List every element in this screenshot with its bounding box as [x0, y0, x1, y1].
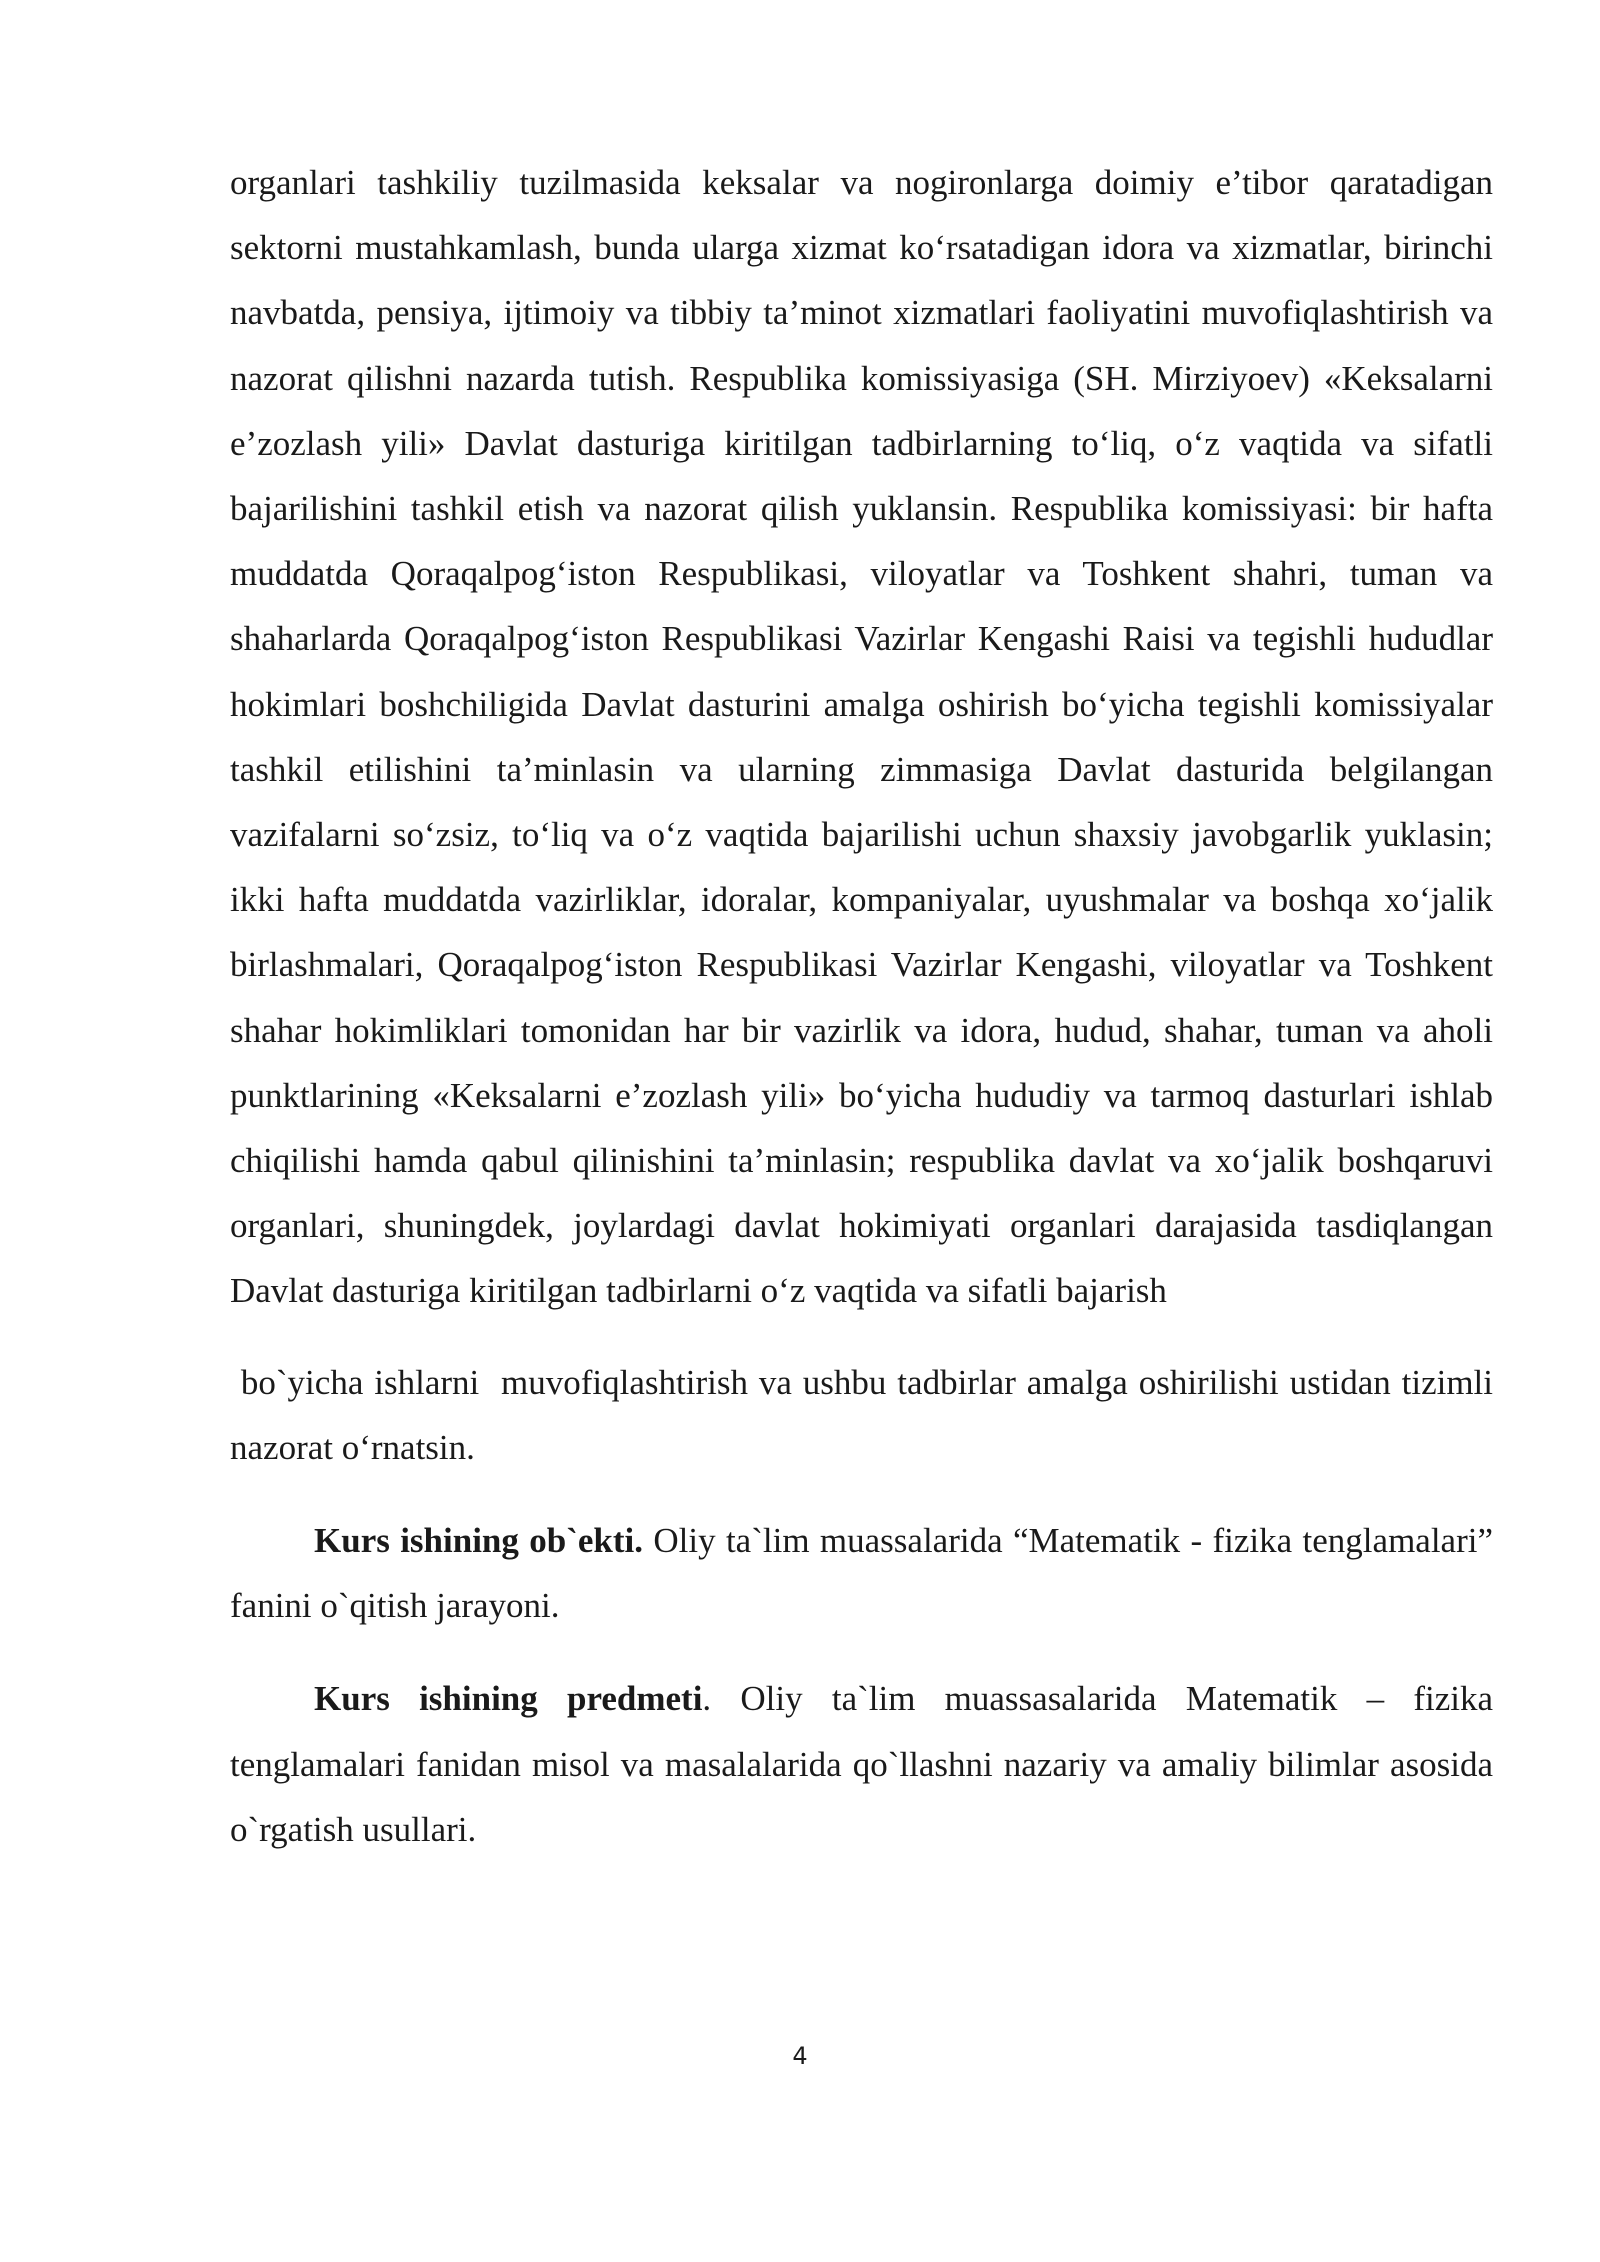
course-object-paragraph: [230, 1508, 1502, 1638]
course-subject-paragraph: [230, 1666, 1502, 1862]
course-subject-text: . Oliy ta`lim muassasalarida Matematik – fizika tenglamalari fanidan misol va masalalarida qo`llashni nazariy va amaliy bilimlar asosida o`rgatish usullari.: [230, 1679, 1502, 1849]
document-page: [230, 150, 1502, 1862]
body-paragraph: organlari tashkiliy tuzilmasida keksalar va nogironlarga doimiy e’tibor qaratadigan sektorni mustahkamlash, bunda ularga xizmat ko‘rsatadigan idora va xizmatlar, birinchi navbatda, pensiya, ijtimoiy va tibbiy ta’minot xizmatlari faoliyatini muvofiqlashtirish va nazorat qilishni nazarda tutish. Respublika komissiyasiga (SH. Mirziyoev) «Keksalarni e’zozlash yili» Davlat dasturiga kiritilgan tadbirlarning to‘liq, o‘z vaqtida va sifatli bajarilishini tashkil etish va nazorat qilish yuklansin. Respublika komissiyasi: bir hafta muddatda Qoraqalpog‘iston Respublikasi, viloyatlar va Toshkent shahri, tuman va shaharlarda Qoraqalpog‘iston Respublikasi Vazirlar Kengashi Raisi va tegishli hududlar hokimlari boshchiligida Davlat dasturini amalga oshirish bo‘yicha tegishli komissiyalar tashkil etilishini ta’minlasin va ularning zimmasiga Davlat dasturida belgilangan vazifalarni so‘zsiz, to‘liq va o‘z vaqtida bajarilishi uchun shaxsiy javobgarlik yuklasin; ikki hafta muddatda vazirliklar, idoralar, kompaniyalar, uyushmalar va boshqa xo‘jalik birlashmalari, Qoraqalpog‘iston Respublikasi Vazirlar Kengashi, viloyatlar va Toshkent shahar hokimliklari tomonidan har bir vazirlik va idora, hudud, shahar, tuman va aholi punktlarining «Keksalarni e’zozlash yili» bo‘yicha hududiy va tarmoq dasturlari ishlab chiqilishi hamda qabul qilinishini ta’minlasin; respublika davlat va xo‘jalik boshqaruvi organlari, shuningdek, joylardagi davlat hokimiyati organlari darajasida tasdiqlangan Davlat dasturiga kiritilgan tadbirlarni o‘z vaqtida va sifatli bajarish: [230, 163, 1493, 1311]
course-object-label: Kurs ishining ob`ekti.: [314, 1521, 644, 1561]
course-subject-label: Kurs ishining predmeti: [314, 1679, 703, 1719]
body-paragraph-continuation: bo`yicha ishlarni muvofiqlashtirish va ushbu tadbirlar amalga oshirilishi ustidan tizimli nazorat o‘rnatsin.: [230, 1362, 1502, 1467]
page-number: 4: [792, 2042, 808, 2070]
course-object-text: Oliy ta`lim muassalarida “Matematik - fizika tenglamalari” fanini o`qitish jarayoni.: [230, 1521, 1502, 1626]
